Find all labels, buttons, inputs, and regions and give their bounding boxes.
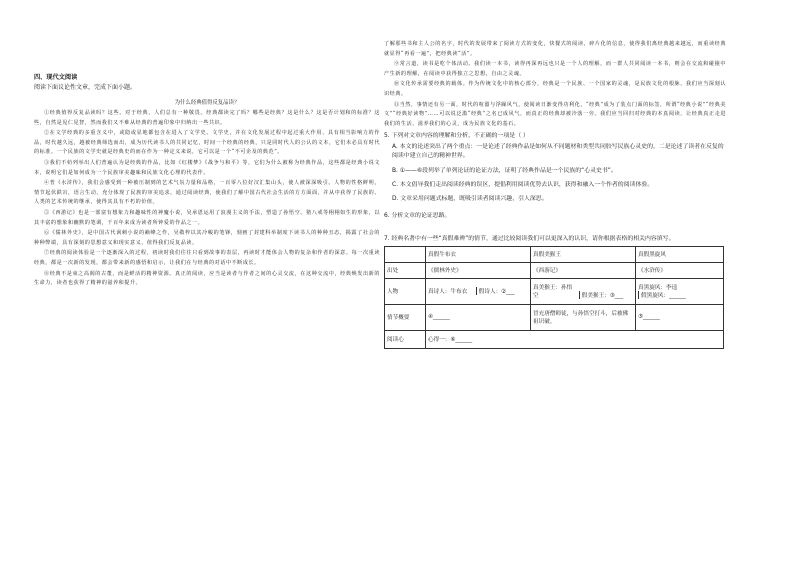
paragraph: ⑩文化传承需要经典的载体。作为传统文化中的核心部分，经典是一个民族、一个国家的灵魂，是民族文化的根脉，我们应当深刻认识经典。	[384, 81, 726, 97]
paragraph: ②在文学经典的多重含义中，或隐或显地都包含在进入了文学史、文学史，并在文化发展过程中起过重大作用、具有相当影响力的作品，时代越久远，越被经典筛选而出，成为历代读书人的共同记忆，时间一个经典的经典，只是同时代人的公认的文本，它们未必具有时代的标准。一个民族的文学史就是经典史的而在作为一种定义来说，它可以是一个“不可企及的典范”。	[34, 130, 380, 156]
answer-blank-3[interactable]: 假美猴王：③___	[579, 291, 630, 299]
row-label: 出处	[385, 262, 426, 278]
option-c[interactable]: C. 本文倡导我们走出阅读经典的误区，提倡利用阅读优势去认识，获得和融入一个作者的阅读体验。	[392, 182, 654, 189]
table-cell: 冒充唐僧师徒，与孙悟空打斗，后被佛祖识破。	[531, 304, 636, 330]
paragraph: ⑦经典的阅读体验是一个逐渐深入的过程，初读时我们往往只看到故事的表层，再读时才能体会人物的复杂和作者的深意。每一次重读经典，都是一次新的发现，都会带来新的感悟和启示，让我们在与经典的对话中不断成长。	[34, 250, 380, 266]
answer-blank[interactable]: 假黑旋风：______	[638, 291, 689, 299]
paragraph: ⑨常言道，读书是吃个体活动。我们读一本书，读得再深再远也只是一个人的理解，而一群人共同阅读一本书，则会在交流和碰撞中产生新的理解，在阅读中获得独立之思想，自由之灵魂。	[384, 61, 726, 77]
answer-blank-6[interactable]: 心得一：⑥______	[426, 330, 724, 348]
paragraph: ③我们不妨列举出人们普遍认为是经典的作品，比如《红楼梦》《战争与和平》等，它们为什么被称为经典作品，这些都是经典小说文本，说明它们是如何成为一个民族审美趣味和民族文化心理的代表作。	[34, 159, 380, 176]
paragraph: ⑪当然，事情还有另一面，时代的喧嚣与浮躁风气，使阅读日渐变得功利化，“经典”成为了装点门面的标签，所谓“经典小说”“经典美文”“经典好读物”……可以说泛滥“经典”之名已成风气，而真正的经典却被冷落一旁。我们应当回归对经典的本真阅读，让经典真正走进我们的生活，滋养我们的心灵，成为民族文化的基石。	[384, 101, 726, 127]
paragraph: ⑤《西游记》也是一部富有想象力和趣味性的神魔小说，吴承恩运用了浪漫主义的手法，塑造了孙悟空、猪八戒等栩栩如生的形象，以其丰富的想象和幽默的笔调，千百年来成为读者所钟爱的作品之一。	[34, 209, 380, 226]
option-a[interactable]: A. 本文的论述突出了两个重点：一是论述了经典作品是如何从不同题材和类型共同胶写民族心灵史的，二是论述了读者在反复的阅读中建立自己的精神世界。	[392, 144, 724, 160]
question-6-stem: 6. 分析文章的论证思路。	[384, 213, 451, 220]
table-cell	[636, 278, 724, 304]
right-column	[384, 40, 726, 349]
answer-blank-5[interactable]: ⑤______	[636, 304, 724, 330]
table-cell	[531, 278, 636, 304]
paragraph: ①经典值得反复品读吗？这些。对于经典，人们总有一种敬畏。经典都读完了吗？哪些是经典？这是什么？这是否计划和的标准？这些，自然是见仁见智，然而我们又不难从经典的普遍印象中归纳出一些共识。	[34, 110, 380, 126]
question-7-stem: 7. 经典名著中有一些“真假难辨”的情节，通过比较阅读我们可以更深入的认识，请你根据表格的相关内容填写。	[384, 235, 675, 242]
paragraph: 了解那些书和主人公的名字，时代的发展带来了阅读方式的变化，快餐式的阅读，碎片化的信息，使得我们离经典越来越远，而重读经典就显得“再看一遍”，把经典读“活”。	[384, 41, 726, 57]
paragraph: ⑥《儒林外史》，是中国古代讽刺小说的巅峰之作，吴敬梓以其冷峻的笔锋，刻画了封建科举制度下读书人的种种丑态，揭露了社会的种种弊端，具有深刻的思想意义和现实意义，值得我们反复品读。	[34, 230, 380, 246]
row-label: 人物	[385, 278, 426, 304]
row-label: 情节概要	[385, 304, 426, 330]
table-header-cell: 真假牛布衣	[426, 246, 531, 262]
table-header-cell: 真假黑旋风	[636, 246, 724, 262]
answer-blank-4[interactable]: ④______	[426, 304, 531, 330]
table-cell: 《水浒传》	[636, 262, 724, 278]
table-row-plot	[385, 304, 724, 330]
table-header-cell	[385, 246, 426, 262]
table-row-people	[385, 278, 724, 304]
table-row-feel	[385, 330, 724, 348]
true-character: 真美猴王：孙悟空	[533, 285, 573, 300]
left-column	[34, 40, 380, 290]
answer-blank-2[interactable]: 假诗人：②___	[476, 287, 525, 295]
table-cell: 《西游记》	[531, 262, 636, 278]
section-title: 四、现代文阅读	[34, 74, 78, 81]
table-header-row	[385, 246, 724, 262]
true-character: 真黑旋风：李逵	[638, 285, 678, 292]
row-label: 阅读心	[385, 330, 426, 348]
article-title: 为什么经典值得反复品读？	[174, 100, 240, 106]
question-5-stem: 5. 下列对文章内容的理解和分析，不正确的一项是（ ）	[384, 133, 529, 140]
table-row-source	[385, 262, 724, 278]
option-d[interactable]: D. 文章采用问题式标题，既吸引读者阅读兴趣，引人深思。	[392, 196, 548, 203]
table-header-cell: 真假美猴王	[531, 246, 636, 262]
paragraph: ④普《水浒传》，我们会感受到一种被压制到的艺术气氛力量和品格，一百零八位好汉汇集山头，使人被深深吸引。人物的性格鲜明，情节起伏跌宕，语言生动，充分体现了民族的审美追求。通过阅读经典，使我们了解中国古代社会生活的方方面面，并从中获得了民族的、人类的艺术传统的继承，使得其具有不朽的价值。	[34, 180, 380, 206]
table-cell: 《儒林外史》	[426, 262, 531, 278]
option-b[interactable]: B. ①——⑥段列举了单列论证的论证方法，证明了经典作品是一个民族的“心灵史书”。	[392, 168, 617, 175]
true-character: 真诗人：牛布衣	[428, 289, 468, 296]
comparison-table	[384, 246, 724, 349]
paragraph: ⑧经典不是束之高阁的古董，而是鲜活的精神资源。真正的阅读，应当是读者与作者之间的心灵交流，在这种交流中，经典焕发出新的生命力，读者也获得了精神的滋养和提升。	[34, 270, 380, 287]
table-cell	[426, 278, 531, 304]
instruction: 阅读下面议论性文章，完成下面小题。	[34, 84, 137, 91]
